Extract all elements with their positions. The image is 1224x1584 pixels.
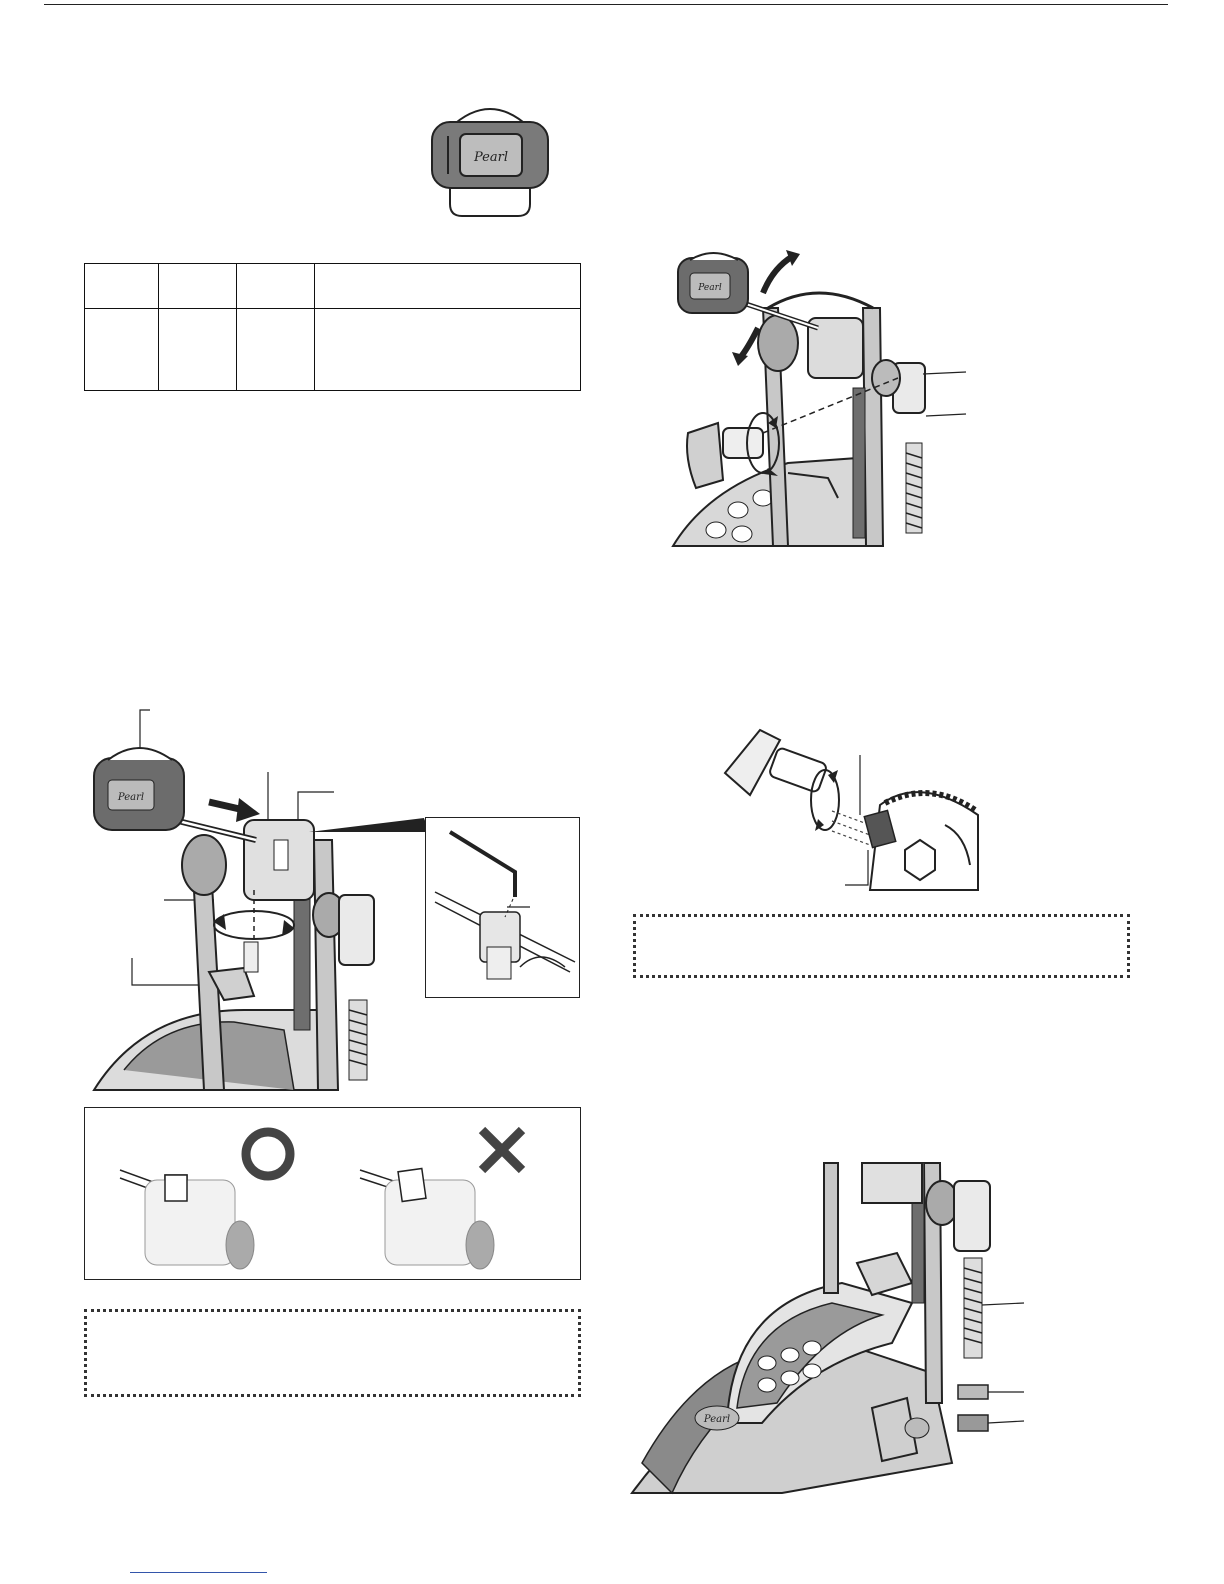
table-row-divider xyxy=(85,308,580,309)
brand-logo-beater-2: Pearl xyxy=(117,792,145,803)
footer-link-underline[interactable] xyxy=(130,1572,267,1573)
sprocket-key-illustration xyxy=(720,725,990,890)
beater-head-illustration xyxy=(430,100,550,220)
top-rule xyxy=(44,4,1168,5)
spec-table xyxy=(84,263,581,391)
x-cross-icon xyxy=(476,1124,528,1176)
circle-o-icon xyxy=(238,1124,298,1184)
note-box-left xyxy=(84,1309,581,1397)
brand-logo-beater: Pearl xyxy=(698,283,722,293)
beater-angle-illustration xyxy=(668,248,978,548)
table-col-divider xyxy=(236,264,237,390)
pedal-spring-illustration xyxy=(632,1163,1032,1498)
allen-key-inset-illustration xyxy=(425,817,580,998)
correct-position-illustration xyxy=(120,1160,255,1270)
brand-logo-footboard: Pearl xyxy=(703,1414,731,1425)
brand-logo-top: Pearl xyxy=(474,150,508,165)
table-col-divider xyxy=(158,264,159,390)
note-box-right xyxy=(633,914,1130,978)
incorrect-position-illustration xyxy=(360,1160,495,1270)
table-col-divider xyxy=(314,264,315,390)
